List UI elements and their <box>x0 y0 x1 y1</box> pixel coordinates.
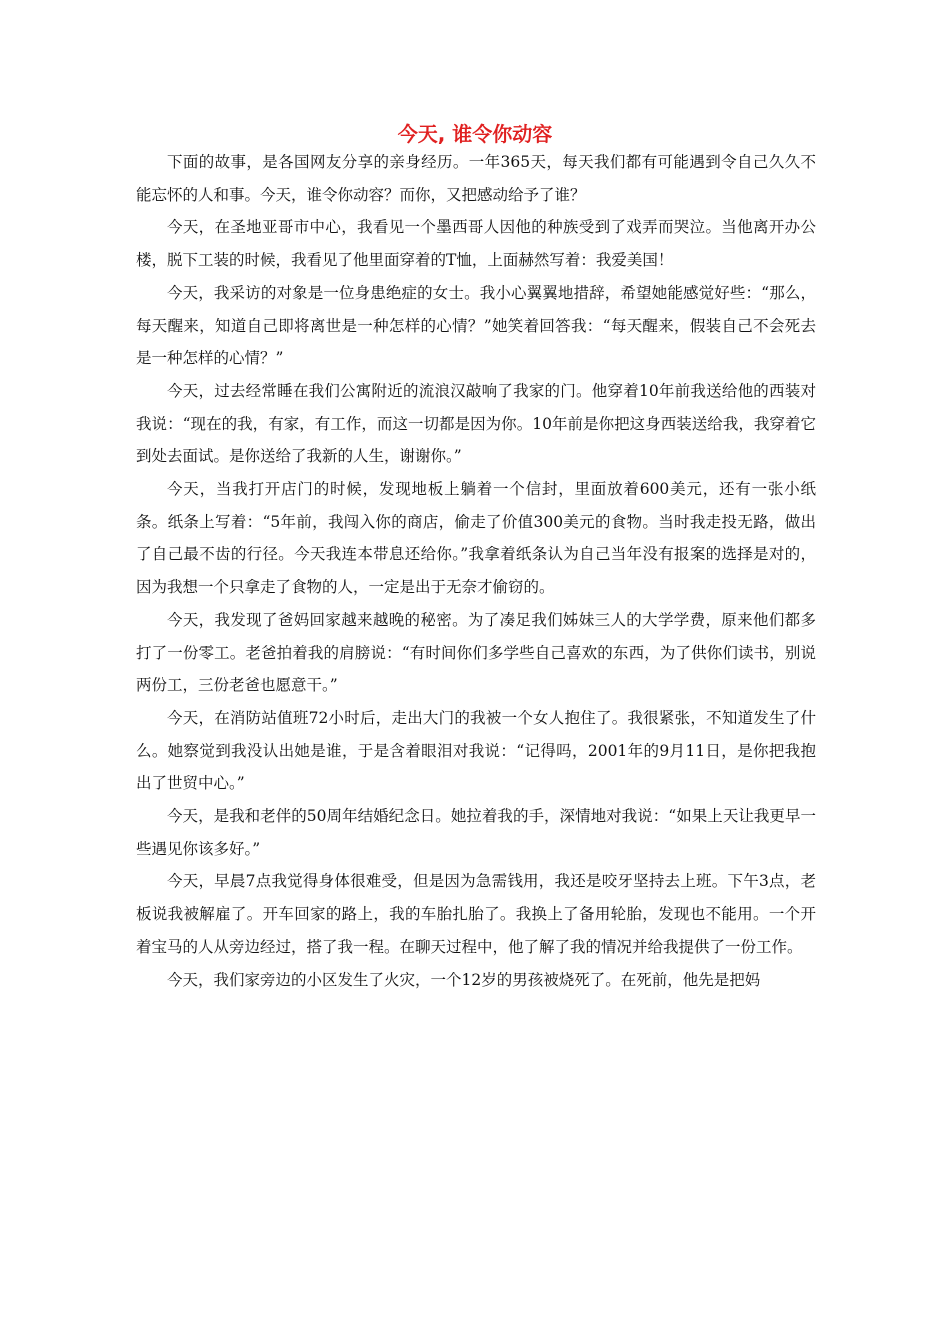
paragraph: 今天，我们家旁边的小区发生了火灾，一个12岁的男孩被烧死了。在死前，他先是把妈 <box>167 970 761 989</box>
document-body <box>136 146 816 996</box>
paragraph: 今天，在圣地亚哥市中心，我看见一个墨西哥人因他的种族受到了戏弄而哭泣。当他离开办公楼，脱下工装的时候，我看见了他里面穿着的T恤，上面赫然写着：我爱美国！ <box>136 218 816 270</box>
paragraph: 今天，我发现了爸妈回家越来越晚的秘密。为了凑足我们姊妹三人的大学学费，原来他们都多打了一份零工。老爸拍着我的肩膀说：“有时间你们多学些自己喜欢的东西，为了供你们读书，别说两份工，三份老爸也愿意干。” <box>136 610 816 695</box>
paragraph: 今天，过去经常睡在我们公寓附近的流浪汉敲响了我家的门。他穿着10年前我送给他的西装对我说：“现在的我，有家，有工作，而这一切都是因为你。10年前是你把这身西装送给我，我穿着它到处去面试。是你送给了我新的人生，谢谢你。” <box>136 381 816 466</box>
paragraph: 今天，在消防站值班72小时后，走出大门的我被一个女人抱住了。我很紧张，不知道发生了什么。她察觉到我没认出她是谁，于是含着眼泪对我说：“记得吗，2001年的9月11日，是你把我抱出了世贸中心。” <box>136 708 816 793</box>
paragraph: 今天，是我和老伴的50周年结婚纪念日。她拉着我的手，深情地对我说：“如果上天让我更早一些遇见你该多好。” <box>136 807 816 858</box>
paragraph: 下面的故事，是各国网友分享的亲身经历。一年365天，每天我们都有可能遇到令自己久久不能忘怀的人和事。今天，谁令你动容？而你，又把感动给予了谁？ <box>136 153 816 204</box>
paragraph: 今天，当我打开店门的时候，发现地板上躺着一个信封，里面放着600美元，还有一张小纸条。纸条上写着：“5年前，我闯入你的商店，偷走了价值300美元的食物。当时我走投无路，做出了自己最不齿的行径。今天我连本带息还给你。”我拿着纸条认为自己当年没有报案的选择是对的，因为我想一个只拿走了食物的人，一定是出于无奈才偷窃的。 <box>136 480 816 597</box>
paragraph: 今天，早晨7点我觉得身体很难受，但是因为急需钱用，我还是咬牙坚持去上班。下午3点，老板说我被解雇了。开车回家的路上，我的车胎扎胎了。我换上了备用轮胎，发现也不能用。一个开着宝马的人从旁边经过，搭了我一程。在聊天过程中，他了解了我的情况并给我提供了一份工作。 <box>136 872 816 956</box>
document-title: 今天, 谁令你动容 <box>397 122 553 146</box>
paragraph: 今天，我采访的对象是一位身患绝症的女士。我小心翼翼地措辞，希望她能感觉好些：“那么，每天醒来，知道自己即将离世是一种怎样的心情？”她笑着回答我：“每天醒来，假装自己不会死去是一种怎样的心情？” <box>136 283 816 368</box>
